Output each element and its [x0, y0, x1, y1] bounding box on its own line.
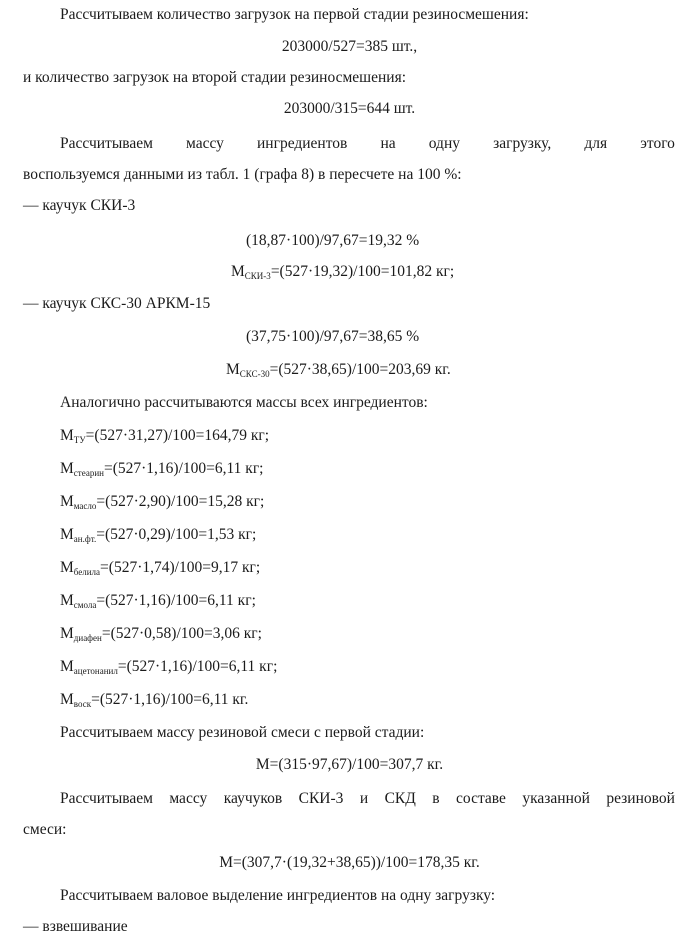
- formula-line: М=(315·97,67)/100=307,7 кг.: [255, 756, 444, 773]
- mass-symbol: М: [60, 691, 74, 708]
- formula-line: (18,87·100)/97,67=19,32 %: [246, 232, 420, 249]
- formula-line: 203000/315=644 шт.: [283, 100, 416, 117]
- paragraph-line: Рассчитываем массу резиновой смеси с первой стадии:: [60, 724, 425, 741]
- word: массу: [186, 135, 224, 152]
- formula-rest: =(527·0,58)/100=3,06 кг;: [101, 625, 262, 642]
- word: СКИ-3: [298, 790, 344, 807]
- formula-rest: =(527·19,32)/100=101,82 кг;: [270, 263, 455, 280]
- ingredient-formula: [60, 591, 256, 611]
- formula-line: (37,75·100)/97,67=38,65 %: [246, 328, 420, 345]
- mass-symbol: М: [60, 559, 74, 576]
- mass-subscript: диафен: [73, 633, 102, 643]
- mass-symbol: М: [60, 625, 74, 642]
- mass-subscript: смола: [73, 600, 97, 610]
- word: резиновой: [606, 790, 675, 807]
- formula-rest: =(527·1,16)/100=6,11 кг;: [117, 658, 278, 675]
- mass-symbol: М: [60, 460, 74, 477]
- formula-rest: =(527·2,90)/100=15,28 кг;: [96, 493, 265, 510]
- paragraph-line: Рассчитываем валовое выделение ингредиентов на одну загрузку:: [60, 887, 496, 904]
- mass-subscript: СКИ-3: [244, 271, 271, 281]
- mass-symbol: М: [226, 361, 240, 378]
- word: для: [584, 135, 608, 152]
- mass-subscript: СКС-30: [239, 369, 270, 379]
- mass-symbol: М: [60, 526, 74, 543]
- formula-line: М=(307,7·(19,32+38,65))/100=178,35 кг.: [219, 854, 480, 871]
- paragraph-line: воспользуемся данными из табл. 1 (графа 8) в пересчете на 100 %:: [23, 166, 462, 183]
- paragraph-line: смеси:: [23, 821, 67, 838]
- word: этого: [640, 135, 675, 152]
- ingredient-formula: [60, 459, 264, 479]
- word: каучуков: [223, 790, 283, 807]
- ingredient-formula: [60, 624, 262, 644]
- word: указанной: [522, 790, 590, 807]
- word: составе: [456, 790, 506, 807]
- formula-line: 203000/527=385 шт.,: [281, 38, 418, 55]
- mass-subscript: масло: [73, 501, 97, 511]
- formula-line: [226, 360, 451, 380]
- list-item: — каучук СКС-30 АРКМ-15: [23, 295, 211, 312]
- mass-symbol: М: [60, 592, 74, 609]
- ingredient-formula: [60, 690, 248, 710]
- mass-symbol: М: [60, 427, 74, 444]
- mass-subscript: ацетонанил: [73, 666, 118, 676]
- word: и: [359, 790, 369, 807]
- mass-subscript: воск: [73, 699, 92, 709]
- ingredient-formula: [60, 525, 256, 545]
- word: ингредиентов: [257, 135, 348, 152]
- word: массу: [169, 790, 208, 807]
- mass-subscript: ТУ: [73, 435, 86, 445]
- word: Рассчитываем: [60, 135, 153, 152]
- formula-rest: =(527·0,29)/100=1,53 кг;: [96, 526, 257, 543]
- formula-rest: =(527·1,16)/100=6,11 кг;: [96, 592, 256, 609]
- formula-rest: =(527·31,27)/100=164,79 кг;: [85, 427, 270, 444]
- mass-symbol: М: [231, 263, 245, 280]
- formula-rest: =(527·38,65)/100=203,69 кг.: [269, 361, 451, 378]
- list-item: — взвешивание: [23, 918, 128, 935]
- mass-symbol: М: [60, 493, 74, 510]
- formula-rest: =(527·1,74)/100=9,17 кг;: [100, 559, 261, 576]
- mass-subscript: стеарин: [73, 468, 104, 478]
- ingredient-formula: [60, 492, 264, 512]
- paragraph-line: и количество загрузок на второй стадии резиносмешения:: [23, 69, 407, 86]
- mass-subscript: ан.фт.: [73, 534, 97, 544]
- ingredient-formula: [60, 558, 260, 578]
- word: одну: [428, 135, 460, 152]
- paragraph-line: Аналогично рассчитываются массы всех ингредиентов:: [60, 394, 428, 411]
- word: СКД: [384, 790, 416, 807]
- mass-subscript: белила: [73, 567, 101, 577]
- ingredient-formula: [60, 426, 269, 446]
- formula-rest: =(527·1,16)/100=6,11 кг;: [103, 460, 264, 477]
- mass-symbol: М: [60, 658, 74, 675]
- paragraph-line: Рассчитываем количество загрузок на первой стадии резиносмешения:: [60, 6, 529, 23]
- word: в: [432, 790, 440, 807]
- word: на: [380, 135, 396, 152]
- formula-line: [231, 262, 454, 282]
- word: Рассчитываем: [60, 790, 153, 807]
- word: загрузку,: [493, 135, 552, 152]
- list-item: — каучук СКИ-3: [23, 197, 136, 214]
- justified-line: [60, 789, 675, 809]
- justified-line: [60, 134, 675, 154]
- formula-rest: =(527·1,16)/100=6,11 кг.: [91, 691, 249, 708]
- ingredient-formula: [60, 657, 277, 677]
